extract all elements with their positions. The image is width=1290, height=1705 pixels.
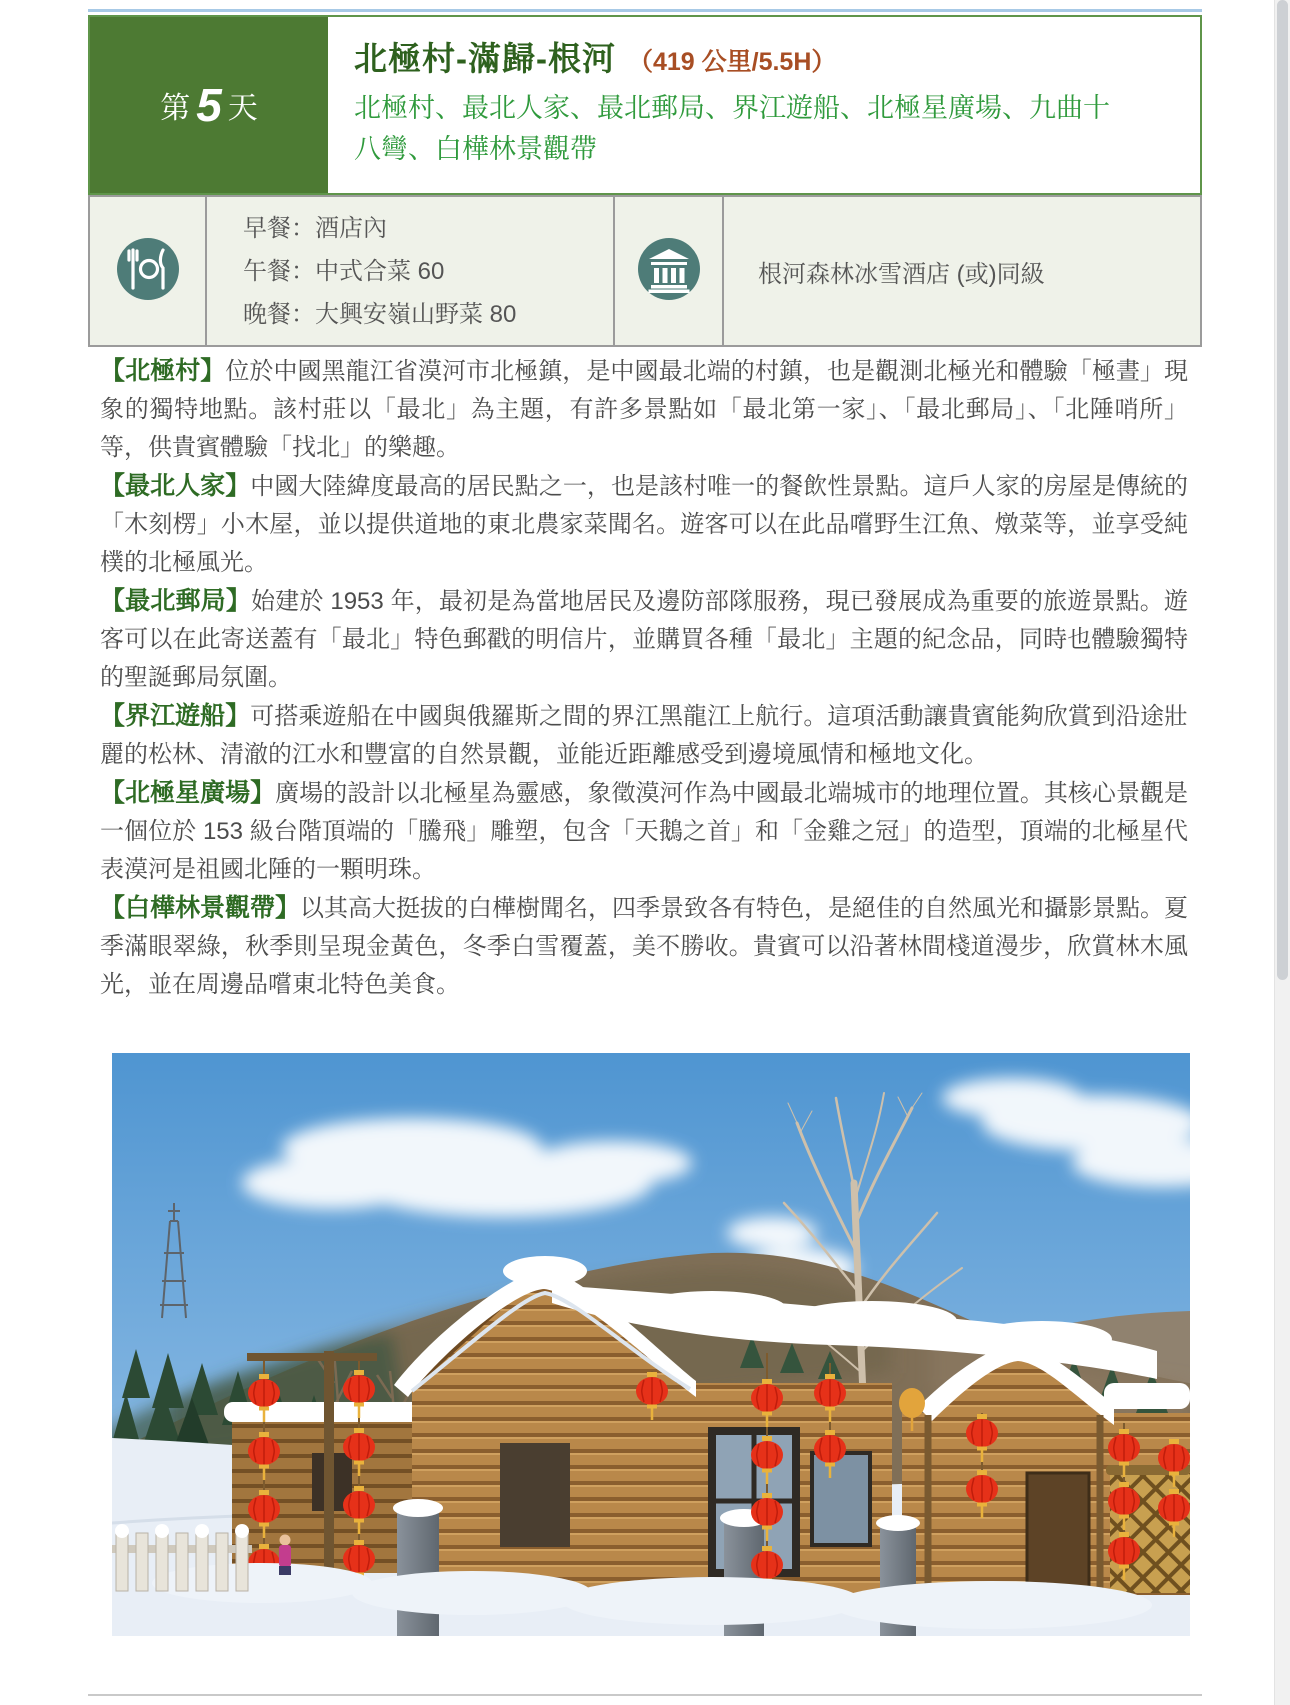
day-suffix: 天 bbox=[227, 92, 258, 125]
section-zuibeiyouju bbox=[100, 582, 1188, 697]
description-sections bbox=[100, 352, 1188, 1004]
fork-plate-knife-icon bbox=[116, 237, 180, 306]
day-number: 5 bbox=[196, 79, 222, 131]
section-jiejiangyouchuan bbox=[100, 697, 1188, 774]
breakfast-line: 早餐：酒店內 bbox=[243, 215, 387, 242]
scrollbar-thumb[interactable] bbox=[1277, 0, 1288, 980]
section-beijicun bbox=[100, 352, 1188, 467]
section-heading: 【界江遊船】 bbox=[100, 702, 251, 730]
route-distance-note: （419 公里/5.5H） bbox=[627, 48, 837, 76]
section-heading: 【北極星廣場】 bbox=[100, 779, 276, 807]
route-title: 北極村-滿歸-根河 bbox=[354, 40, 616, 77]
section-baihualin bbox=[100, 889, 1188, 1004]
route-title-area bbox=[328, 17, 1200, 193]
meals-hotel-table bbox=[88, 195, 1202, 347]
section-heading: 【白樺林景觀帶】 bbox=[100, 894, 301, 922]
classical-building-icon bbox=[637, 237, 701, 306]
day-prefix: 第 bbox=[160, 92, 191, 125]
hotel-icon-cell bbox=[615, 197, 724, 345]
next-section-divider bbox=[88, 1694, 1202, 1696]
hotel-name: 根河森林冰雪酒店 (或)同級 bbox=[758, 260, 1045, 288]
itinerary-photo bbox=[112, 1053, 1190, 1636]
section-zuibeirenjia bbox=[100, 467, 1188, 582]
route-highlights: 北極村、最北人家、最北郵局、界江遊船、北極星廣場、九曲十八彎、白樺林景觀帶 bbox=[354, 93, 1110, 164]
section-body: 可搭乘遊船在中國與俄羅斯之間的界江黑龍江上航行。這項活動讓貴賓能夠欣賞到沿途壯麗的松林、清澈的江水和豐富的自然景觀，並能近距離感受到邊境風情和極地文化。 bbox=[100, 703, 1188, 768]
section-body: 以其高大挺拔的白樺樹聞名，四季景致各有特色，是絕佳的自然風光和攝影景點。夏季滿眼翠綠，秋季則呈現金黃色，冬季白雪覆蓋，美不勝收。貴賓可以沿著林間棧道漫步，欣賞林木風光，並在周邊品嚐東北特色美食。 bbox=[100, 895, 1189, 998]
meals-cell bbox=[207, 197, 615, 345]
day-number-box bbox=[90, 17, 328, 193]
dinner-line: 晚餐：大興安嶺山野菜 80 bbox=[243, 301, 517, 328]
day-header bbox=[88, 15, 1202, 195]
section-heading: 【最北人家】 bbox=[100, 472, 251, 500]
top-divider bbox=[88, 9, 1202, 12]
lunch-line: 午餐：中式合菜 60 bbox=[243, 258, 445, 285]
section-body: 廣場的設計以北極星為靈感，象徵漠河作為中國最北端城市的地理位置。其核心景觀是一個位於 153 級台階頂端的「騰飛」雕塑，包含「天鵝之首」和「金雞之冠」的造型，頂端的北極星代表漠河是祖國北陲的一顆明珠。 bbox=[100, 780, 1188, 883]
section-body: 始建於 1953 年，最初是為當地居民及邊防部隊服務，現已發展成為重要的旅遊景點。遊客可以在此寄送蓋有「最北」特色郵戳的明信片，並購買各種「最北」主題的紀念品，同時也體驗獨特的聖誕郵局氛圍。 bbox=[100, 588, 1188, 691]
meals-icon-cell bbox=[90, 197, 207, 345]
section-heading: 【北極村】 bbox=[100, 357, 226, 385]
section-body: 位於中國黑龍江省漠河市北極鎮，是中國最北端的村鎮，也是觀測北極光和體驗「極晝」現象的獨特地點。該村莊以「最北」為主題，有許多景點如「最北第一家」、「最北郵局」、「北陲哨所」等，供貴賓體驗「找北」的樂趣。 bbox=[100, 358, 1188, 461]
section-heading: 【最北郵局】 bbox=[100, 587, 252, 615]
section-beijixingguangchang bbox=[100, 774, 1188, 889]
section-body: 中國大陸緯度最高的居民點之一，也是該村唯一的餐飲性景點。這戶人家的房屋是傳統的「木刻楞」小木屋，並以提供道地的東北農家菜聞名。遊客可以在此品嚐野生江魚、燉菜等，並享受純樸的北極風光。 bbox=[100, 473, 1188, 576]
scrollbar-track[interactable] bbox=[1274, 0, 1290, 1705]
